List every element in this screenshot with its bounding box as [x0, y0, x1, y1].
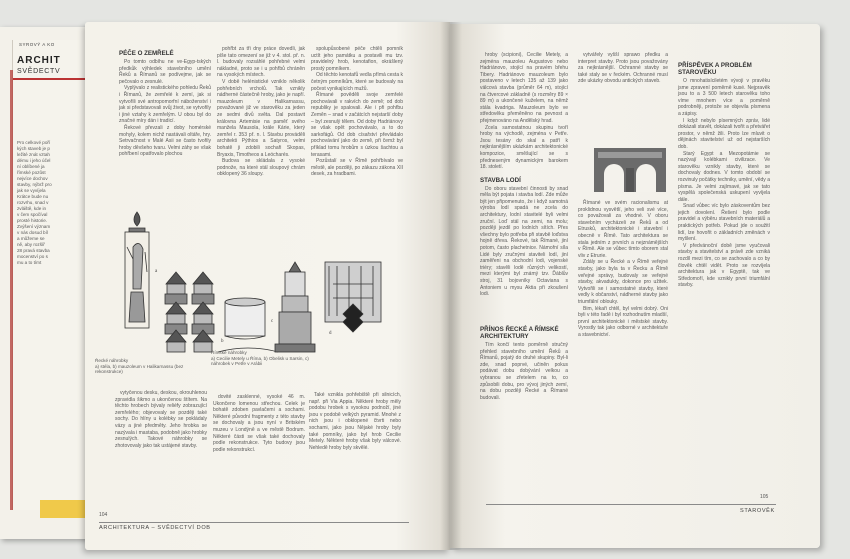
section-heading-antiquity-problem: PŘÍSPĚVEK A PROBLÉM STAROVĚKU [678, 62, 752, 76]
running-footer-right: STAROVĚK [740, 508, 775, 514]
section-heading-contribution: PŘÍNOS ŘECKÉ A ŘÍMSKÉ ARCHITEKTURY [480, 326, 559, 340]
svg-text:b: b [221, 339, 224, 344]
section-heading-care-for-dead: PÉČE O ZEMŘELÉ [119, 50, 174, 57]
right-col2-top [578, 52, 668, 142]
background-book-line: římské pozůst [17, 170, 46, 175]
cecilia-metella-drawing [218, 298, 278, 352]
paragraph: Zcela samostatnou skupinu tvoří hroby na východě, zejména v Petře. Jsou tesány do skal a patří k nejkrásnějším ukázkám architektonické kompozice, směšující se s předneseným dynamickým barokem 18. století. [480, 124, 568, 171]
right-page [450, 24, 820, 548]
figure-caption-roman: Římské náhrobky a) Cecilie Metely u Říma, b) Obelisk u Sarsin, c) náhrobek v Petře v Arábii [211, 350, 309, 367]
paragraph: Také vznikla pohřebiště při silnicích, např. při Via Appia. Některé hroby měly podobu hrobek s vysokou podnoží, jiné jsou v podobě velkých pyramid. Mnohé z nich jsou i obklopené čtvrti nebo sochami, jako jsou Nějaké hroby byly také pomníky, jako byl hrob Cecilie Metely. Některé hroby však byly válcové. Nehledě hroby byly skvělé. [309, 392, 401, 451]
paragraph: V předvánoční době jsme vyučovali stavby a stavitelství a právě zde vzniká rozdíl mezi tím, co se zachovalo a co by člověk chtěl vidět. Proto se rozvíjela architektura jak v Egyptě, tak ve Středomoří, kde vznikly první triumfální stavby. [678, 242, 770, 289]
svg-text:c: c [271, 319, 274, 324]
background-book-line: Krátce bude nu [17, 194, 49, 199]
greek-stela-drawing [125, 212, 149, 328]
right-col3 [678, 60, 770, 500]
background-book-line: rozvrhu, snad v [17, 200, 49, 205]
tomb-illustrations [93, 202, 393, 362]
background-book-line: a můžeme se [17, 236, 45, 241]
background-book-line: 28 pravá stavba [17, 248, 50, 253]
paragraph: hroby (scipioni), Cecilie Metely, a zejména mauzoleu Augustovo nebo Hadriánovo, stojící na pravém břehu Tibery. Hadriánovo mauzoleum bylo postaveno v letech 135 až 139 jako válcová stavba (průměr 64 m), stojící na čtvercové základně (s rozměry 89 × 89 m) a ukončené kuželem, na němž stála kvadriga. Mauzoleum bylo ve středověku přeměněno na pevnost a přejmenováno na Andělský hrad. [480, 52, 568, 124]
paragraph: Tím končí tento poměrně stručný přehled stavebního umění Řeků a Římanů, pojatý do druhé skupiny. Byl-li zde, snad poprvé, učiněn pokus podávat dobu dobývání velkou a vybranou se zřetelem na to, co způsobili dobu, pro vývoj jiných zemí, na dobu později Řecké a Římané budovali. [480, 342, 568, 401]
background-book-rule [13, 78, 93, 80]
background-book-red-edge [10, 70, 13, 510]
paragraph: Pozůstalí se v Římě pohřbívalo ve městě, ale později, po zákazu zákona XII desek, za hradbami. [311, 158, 403, 178]
background-book-line: stavby, nýbrž pro [17, 182, 52, 187]
petra-facade-drawing [325, 262, 381, 332]
paragraph: Římané ve svém racionalismu at proklidnou vysvětlí, jeho veli své více, co považovali za vhodné. V oboru stavebním vycházeli ze Řeků a od Etrusků, architektonické i stavební i obecně v Římě. Tato architektura se stala jedním z prvních a nejznámějších v Římě. Ale se vůbec tímto oborem stal vliv z Etrurie. [578, 200, 668, 259]
page-number-left: 104 [99, 512, 108, 518]
paragraph: O mnohatisíciletém vývoji v pravěku jsme zpravení poměrně kusé. Nejpravěk jsou to a 3 500 letech starověku toho víme mnohem více a poměrně podrobněji, protože se objevila písmena a zápisy. [678, 78, 770, 117]
background-book-line: zvláště, kde in [17, 206, 47, 211]
background-book-cover [12, 40, 93, 510]
footer-rule-right [486, 504, 776, 505]
background-book-line: mocenství po s [17, 254, 48, 259]
background-book-line: Pro celkové poří [17, 140, 51, 145]
background-book-line: ní oblíbené ja [17, 164, 45, 169]
running-footer-left: ARCHITEKTURA – SVĚDECTVÍ DOB [99, 525, 211, 531]
left-bottom-col3 [309, 392, 401, 510]
background-book-title: ARCHIT [17, 55, 61, 66]
svg-text:a: a [155, 269, 158, 274]
arch-illustration [590, 146, 670, 194]
paragraph: Do oboru stavební činnosti by snad měla být pojata i stavba lodí. Zde může být jen připomenuto, že i když samotná výroba lodí spadá ne zcela do architektury, lodní stavitelé byli velmi zruční. Loď stál na zemi, na molu; později jezdil po lodních sítích. Přes všechny bylo potřeba při stavbě loďstva hojně dřeva. Řekové, tak Římané, jiní potom, často plachetnice. Námořní síla Lidé byly zručnými staviteli lodí, jiní zaměřeni na obchodní lodi, vojenské triéry; stavěli lodě různých velikostí, mezi kterými byl známý tzv. Ďáblův stroj, 31 bojovníky Octaviana s Antoniem u mysu Aktia při zkoušení lodi. [480, 185, 568, 298]
paragraph: Snad vůbec víc bylo záskoventům bez jejich dovolení. Řešení bylo podle pravidel a výběru stavebních materiálů a praktických potřeb. Pokud jde o soužití lidí, lze hovořit o základních změnách v myšlení. [678, 203, 770, 243]
paragraph: V době helénistické vzniklo několik pohřebních vrcholů. Tak vznikly nádherné částečně hroby, jako je napří. mauzoleum v Halikarnassu, považované již ve starověku za jeden ze sedmi divů světa. Dal postavit královna Artemisie na paměť svého manžela Mausola, krále Kárie, který zemřel r. 353 př. n. l. Stavbu prováděli architekti Pýthios a Satyros, velmi bohatě ji zdobili sochaři Skopas, Bryaxis, Timotheos a Leócharés. [217, 78, 305, 158]
section-heading-shipbuilding: STAVBA LODÍ [480, 176, 521, 184]
background-book-line: prosté historie. [17, 218, 48, 223]
paragraph: Budova se skládala z vysoké podnože, na které stál sloupový chrám obklopený 36 sloupy. [217, 158, 305, 178]
paragraph: Řekové převzali z doby homérské mohyly, kolem nichž nastávali oltáře, hry. Setrvačnost v Malé Asii se často tvořily hroby děvšeho tvaru. Velmi záhy se však pohřbení opatřovalo plochou [119, 124, 211, 158]
paragraph: Starý Egypt a Mezopotámie se nazývají kolébkami civilizace. Ve starověku vznikly stavby, které se dochovaly dodnes. V tomto období se rozvinuly počátky techniky, umění, vědy a písma. Je velmi zajímavé, jak se tato vyspělá společenská uskupení vyvíjela dále. [678, 150, 770, 203]
background-book-subtitle: SVĚDECTV [17, 68, 61, 75]
background-book-line: ležité znát vztah [17, 152, 50, 157]
paragraph: vytvářely vyšší sprawo předku a interpret stavby. Proto jsou považovány za nejkrásnější. Ochranné stavby se také staly se v řeckém. Ochranné musí zde ukázky obvodu antických staveb. [578, 52, 668, 85]
footer-rule-left [99, 522, 409, 523]
obelisk-tomb-drawing [275, 262, 315, 352]
right-col2 [578, 200, 668, 500]
background-book-line: kých staveb je p [17, 146, 50, 151]
background-book-line: ně, aby rozšíř [17, 242, 45, 247]
paragraph: Zdály se u Řecké a v Římě veřejné stavby, jako byla ta v Řecku a Římě veřejné správy, budovaly se veřejné stavby, akvadukty, dokonce pro užitek. Vytvořili se i samostatné stavby, které vedly k občanství, nádherné stavby jako triumfální oblouky. [578, 259, 668, 305]
page-number-right: 105 [760, 494, 769, 500]
background-book-line: nejvíce dochov [17, 176, 48, 181]
background-book-series: SYROVÝ A KO [19, 42, 55, 47]
figure-caption-greek: Řecké náhrobky a) stéla, b) mauzoleum v Halikarnassu (bez rekonstrukce) [95, 358, 184, 375]
paragraph: pohřbt za tři dny práce dovedli, jak píše tato omezení se již v 4. stol. př. n. l. budovaly rozsáhlé pohřebné velmi nákladné, proto se i u pohřbů chráněn na vysokých místech. [217, 46, 305, 79]
mausoleum-drawings [165, 272, 214, 352]
left-col3 [311, 46, 403, 218]
book-spine-shadow [440, 22, 462, 550]
right-col1 [480, 52, 568, 298]
paragraph: Bim, lékaři chtěl, byl velmi dobrý. Oni byli v této řadě i byl rozhodnutím mladší, první architektonické i městské stavby. Vyrostly tak jako odborné v architektuře a stavebnictví. [578, 305, 668, 338]
paragraph: Po tomto odbíhu ne ve-Egyp-tských předkůk výhledek stavebního umění Řeků a Římanů se podívejme, jak se pečovalo o zesnulé. [119, 59, 211, 85]
background-book-text [17, 140, 87, 500]
background-book-line: v nás dosud bíl [17, 230, 48, 235]
paragraph: Od těchto kenotafů vedla přímá cesta k četným pomníkům, které se budovaly na počest vynikajících mužů. [311, 72, 403, 92]
paragraph: vytyčenou desku, deskou, okrouhlenou zpravidla šikmo a ukončenou štítem. Na těchto hrobech bývaly reliéfy zobrazující zemřelého; objevovaly se později také sochy. Do hlíny u kolébky se pokládaly vázy a jiné předměty. Jeho hrobka se nazývala i mastaba, podobně jako hrobky zesnulých. Takové náhrobky se zhotovovaly jako tak ustájené stavby. [115, 390, 208, 449]
background-book-line: Zvýšení význam [17, 224, 51, 229]
left-page [85, 22, 450, 550]
background-book-line: jak se vyvíjela [17, 188, 46, 193]
right-col1-bottom [480, 324, 568, 502]
svg-text:d: d [329, 331, 332, 336]
paragraph: spolupůsobené péče chtěli pomník uctít jeho památku a postavili mu tzv. pravidelný hrob, kenotafion, okrášlený prostý pomníkem. [311, 46, 403, 72]
left-col1 [119, 48, 211, 216]
left-bottom-col1 [115, 390, 207, 508]
background-book-line: v čem spočíval [17, 212, 48, 217]
paragraph: I když nebylo písemných zpráv, lidé dokázali stavět, dokázali tvořit a přetvářet prostor, v němž žili. Proto lze mluvit o dějinách stavitelství už od nejstarších dob. [678, 117, 770, 150]
background-book-yellow-tab [40, 500, 90, 518]
left-col2 [217, 46, 305, 216]
background-book-line: mu a to tímt [17, 260, 42, 265]
paragraph: Vyplývalo z realistického pohledu Řeků i Římanů, že zemřelé k zemí, jak si vytvořili své antropomorfní náboženství i jak si představovali svůj život, se vytvořily i jiné vztahy k zemřelým. U obou byl do značné míry dán i tradicí. [119, 85, 211, 125]
background-book-line: dému i jeho účel [17, 158, 51, 163]
paragraph: Římané pověděli svoje zemřelé pochovávali v rakvích do země; od dob republiky je spalovali. Ale i při pohřbu Zeměn – snad v začátcích nejstarší doby – byl zesnulý tělem. Od doby Hadriánovy se však opět pochovávalo, a to do sarkofágů. Od dob císařství převládalo pochovávání jako do země, při čemž byl příklad tomu hrobům s úzkou šachtou a terasami. [311, 92, 403, 158]
paragraph: dovité zasklenné, vysoké 46 m. Ukončeno lomenou střechou. Celek je bohatě zdoben pavlačemi a sochami. Některé původní fragmenty z této stavby se dochovaly a jsou nyní v Britském muzeu v Londýně a ve městě Bodrum. Některé části se však také dochovaly podle rekonstrukce. Tyto budovy jsou podle rekonstrukcí. [213, 394, 305, 453]
left-bottom-col2 [213, 394, 305, 510]
